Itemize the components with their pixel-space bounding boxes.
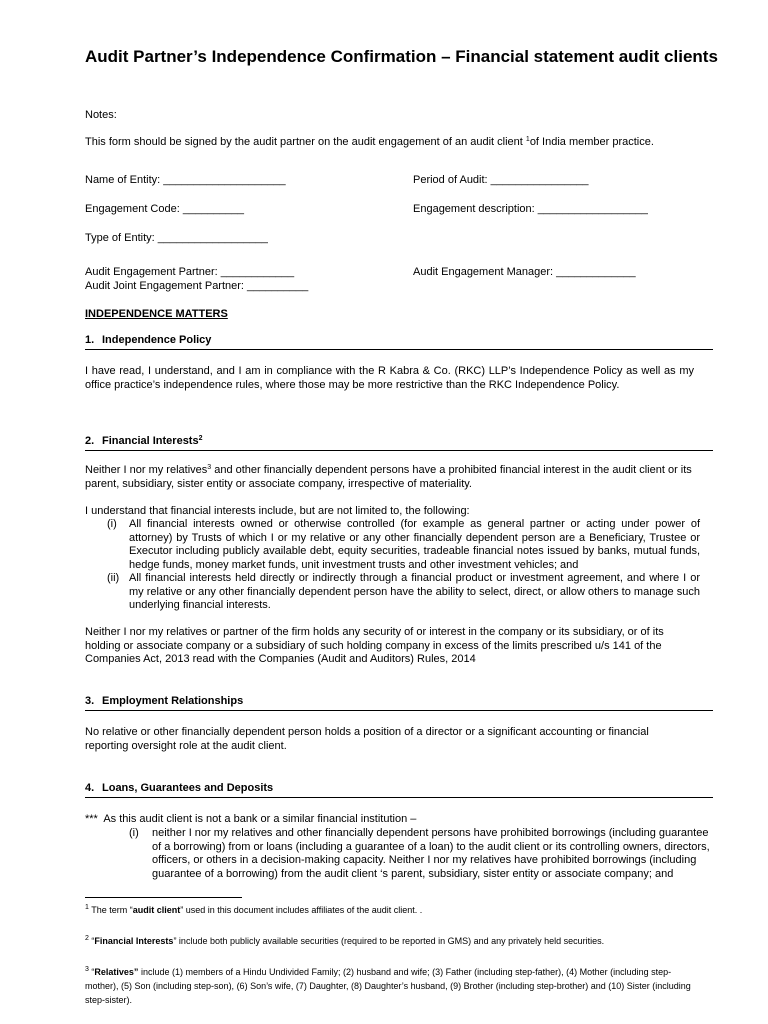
footnote-ref: 3	[207, 464, 212, 471]
employment-relationships-text: No relative or other financially dependent person holds a position of a director or a significant accounting or financial reporting oversight role at the audit client.	[85, 726, 649, 752]
list-item-text: neither I nor my relatives and other financially dependent persons have prohibited borrowings (including guarantee of a borrowing) from or loans (including a guarantee of a loan) to the audit client or its controlling owners, directors, officers, or others in a decision-making capacity. Neither I nor my relatives have prohibited borrowings (including guarantee of a borrowing) from the audit client ‘s parent, subsidiary, sister entity or associate company; and	[152, 827, 710, 880]
list-item	[85, 518, 700, 572]
footnote-text: “	[88, 967, 95, 977]
footnote-term: audit client	[132, 905, 181, 915]
footnote-2	[85, 934, 695, 948]
footnote-3	[85, 965, 695, 1007]
section-title: Independence Policy	[102, 334, 212, 346]
independence-policy-text: I have read, I understand, and I am in compliance with the R Kabra & Co. (RKC) LLP’s Independence Policy as well as my office practice’s independence rules, where those may be more restrictive than the RKC Independence Policy.	[85, 365, 694, 391]
list-item	[85, 572, 700, 613]
footnote-text: “	[88, 936, 95, 946]
engagement-partner-field[interactable]: Audit Engagement Partner: ____________	[85, 266, 295, 278]
joint-partner-field[interactable]: Audit Joint Engagement Partner: __________	[85, 280, 309, 292]
period-of-audit-field[interactable]: Period of Audit: ________________	[413, 174, 589, 186]
footnote-text: The term “	[88, 905, 133, 915]
footnote-text: ” used in this document includes affiliates of the audit client. .	[180, 905, 423, 915]
independence-matters-heading: INDEPENDENCE MATTERS	[85, 308, 228, 320]
paragraph-text-after: and other financially dependent persons have a prohibited financial interest in the audit client or its parent, subsidiary, sister entity or associate company, irrespective of materiality.	[85, 464, 692, 490]
section-financial-interests-heading	[85, 435, 713, 451]
section-loans-guarantees-heading	[85, 782, 713, 798]
type-of-entity-field[interactable]: Type of Entity: __________________	[85, 232, 268, 244]
footnote-ref: 2	[198, 435, 203, 442]
section-title: Loans, Guarantees and Deposits	[102, 782, 274, 794]
section-number: 1.	[85, 334, 95, 346]
footnote-1	[85, 903, 695, 917]
paragraph-text-before: Neither I nor my relatives	[85, 464, 208, 476]
engagement-manager-field[interactable]: Audit Engagement Manager: _____________	[413, 266, 636, 278]
name-of-entity-field[interactable]: Name of Entity: ____________________	[85, 174, 286, 186]
list-item-marker: (ii)	[107, 572, 120, 584]
loans-lead-text: *** As this audit client is not a bank or a similar financial institution –	[85, 813, 417, 825]
footnote-term: Relatives”	[94, 967, 139, 977]
list-item-text: All financial interests owned or otherwise controlled (for example as general partner or acting under power of attorney) by Trusts of which I or my relative or any other financially dependent person are a Beneficiary, Trustee or Executor including publicly available debt, equity securities, tradeable financial notes issued by banks, mutual funds, hedge funds, money market funds, unit investment trusts and other investment vehicles; and	[129, 518, 700, 571]
section-employment-relationships-heading	[85, 695, 713, 711]
financial-interests-paragraph-1	[85, 464, 693, 491]
financial-interests-paragraph-2: I understand that financial interests include, but are not limited to, the following:	[85, 505, 470, 517]
footnote-separator	[85, 897, 242, 898]
footnote-text: include (1) members of a Hindu Undivided Family; (2) husband and wife; (3) Father (including step-father), (4) Mother (including step-mother), (5) Son (including step-son), (6) Son’s wife, (7) Daughter, (8) Daughter’s husband, (9) Brother (including step-brother) and (10) Sister (including step-sister).	[85, 967, 691, 1005]
list-item-marker: (i)	[129, 827, 139, 839]
footnote-number: 2	[85, 935, 89, 942]
intro-text-after: of India member practice.	[529, 136, 654, 148]
section-number: 4.	[85, 782, 95, 794]
footnote-term: Financial Interests	[94, 936, 174, 946]
engagement-code-field[interactable]: Engagement Code: __________	[85, 203, 245, 215]
intro-text	[85, 136, 705, 150]
section-title: Employment Relationships	[102, 695, 244, 707]
intro-footnote-ref: 1	[525, 136, 530, 143]
list-item-text: All financial interests held directly or indirectly through a financial product or investment agreement, and where I or my relative or any other financially dependent person have the ability to select, direct, or allow others to manage such underlying financial interests.	[129, 572, 700, 611]
list-item	[85, 827, 710, 881]
footnote-text: ” include both publicly available securities (required to be reported in GMS) and any privately held securities.	[173, 936, 605, 946]
notes-label: Notes:	[85, 109, 117, 121]
footnote-number: 3	[85, 966, 89, 973]
section-independence-policy-heading	[85, 334, 713, 350]
section-title: Financial Interests	[102, 435, 199, 447]
engagement-description-field[interactable]: Engagement description: __________________	[413, 203, 648, 215]
document-title: Audit Partner’s Independence Confirmation – Financial statement audit clients	[85, 47, 718, 66]
intro-text-before: This form should be signed by the audit partner on the audit engagement of an audit client	[85, 136, 526, 148]
section-number: 2.	[85, 435, 95, 447]
financial-interests-paragraph-3: Neither I nor my relatives or partner of the firm holds any security of or interest in the company or its subsidiary, or of its holding or associate company or a subsidiary of such holding company in excess of the limits prescribed u/s 141 of the Companies Act, 2013 read with the Companies (Audit and Auditors) Rules, 2014	[85, 626, 664, 665]
section-number: 3.	[85, 695, 95, 707]
footnote-number: 1	[85, 904, 89, 911]
list-item-marker: (i)	[107, 518, 117, 530]
